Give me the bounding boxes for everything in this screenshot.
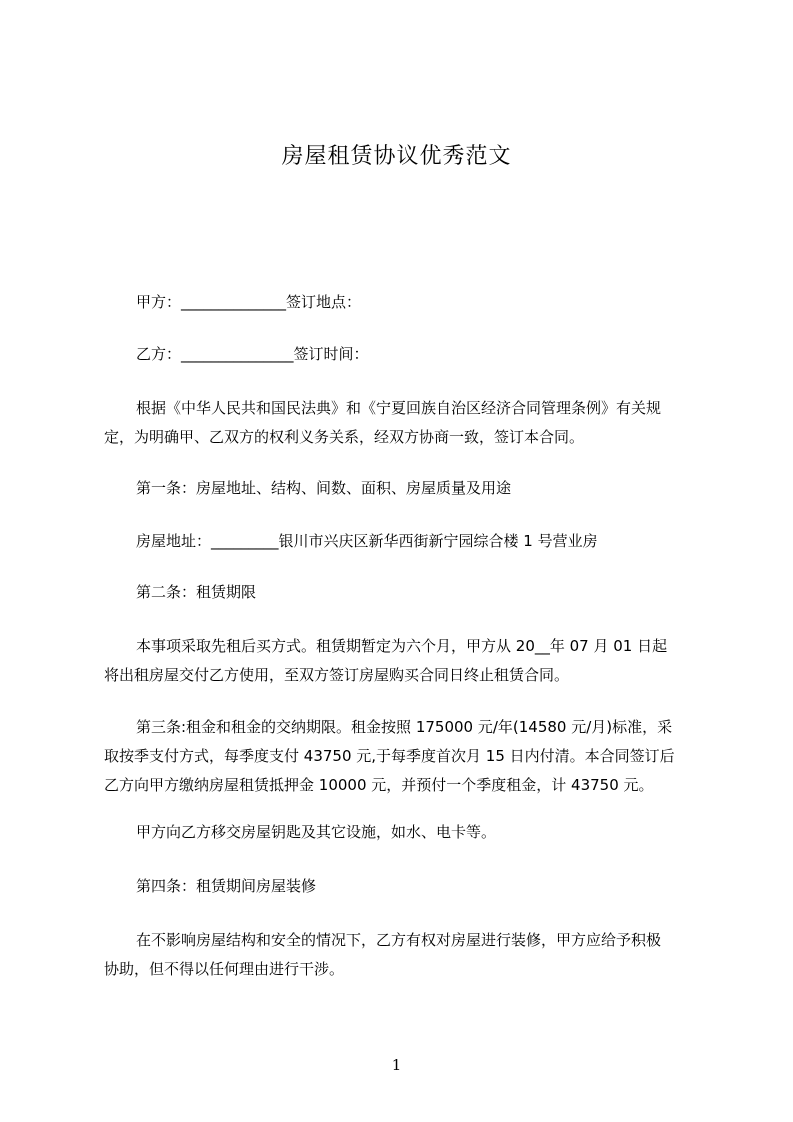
document-title: 房屋租赁协议优秀范文 [281,144,512,169]
basis-paragraph [104,394,702,452]
decoration-line-1: 在不影响房屋结构和安全的情况下，乙方有权对房屋进行装修，甲方应给予积极 [136,931,662,949]
lease-term-line-1: 本事项采取先租后买方式。租赁期暂定为六个月，甲方从 20__年 07 月 01 日起 [136,637,668,655]
article-4-heading: 第四条：租赁期间房屋装修 [136,877,317,895]
article-3-line-2: 取按季支付方式，每季度支付 43750 元,于每季度首次月 15 日内付清。本合同签订后 [104,747,675,765]
lease-term-line-2: 将出租房屋交付乙方使用，至双方签订房屋购买合同日终止租赁合同。 [104,666,570,684]
basis-line-2: 定，为明确甲、乙双方的权利义务关系，经双方协商一致，签订本合同。 [104,428,585,446]
house-address-line: 房屋地址：_________银川市兴庆区新华西街新宁园综合楼 1 号营业房 [136,532,598,550]
article-3-line-1: 第三条:租金和租金的交纳期限。租金按照 175000 元/年(14580 元/月)标准，采 [136,718,673,736]
article-2-heading: 第二条：租赁期限 [136,583,257,601]
decoration-paragraph [104,926,702,984]
basis-line-1: 根据《中华人民共和国民法典》和《宁夏回族自治区经济合同管理条例》有关规 [136,399,662,417]
party-a-line: 甲方：______________签订地点： [136,293,362,311]
handover-line: 甲方向乙方移交房屋钥匙及其它设施，如水、电卡等。 [136,823,497,841]
page-number: 1 [391,1056,402,1074]
article-3-paragraph [104,713,702,800]
decoration-line-2: 协助，但不得以任何理由进行干涉。 [104,960,345,978]
lease-term-paragraph [104,632,702,690]
party-b-line: 乙方：_______________签订时间： [136,345,369,363]
article-1-heading: 第一条：房屋地址、结构、间数、面积、房屋质量及用途 [136,479,512,497]
article-3-line-3: 乙方向甲方缴纳房屋租赁抵押金 10000 元，并预付一个季度租金，计 43750 元。 [104,776,654,794]
